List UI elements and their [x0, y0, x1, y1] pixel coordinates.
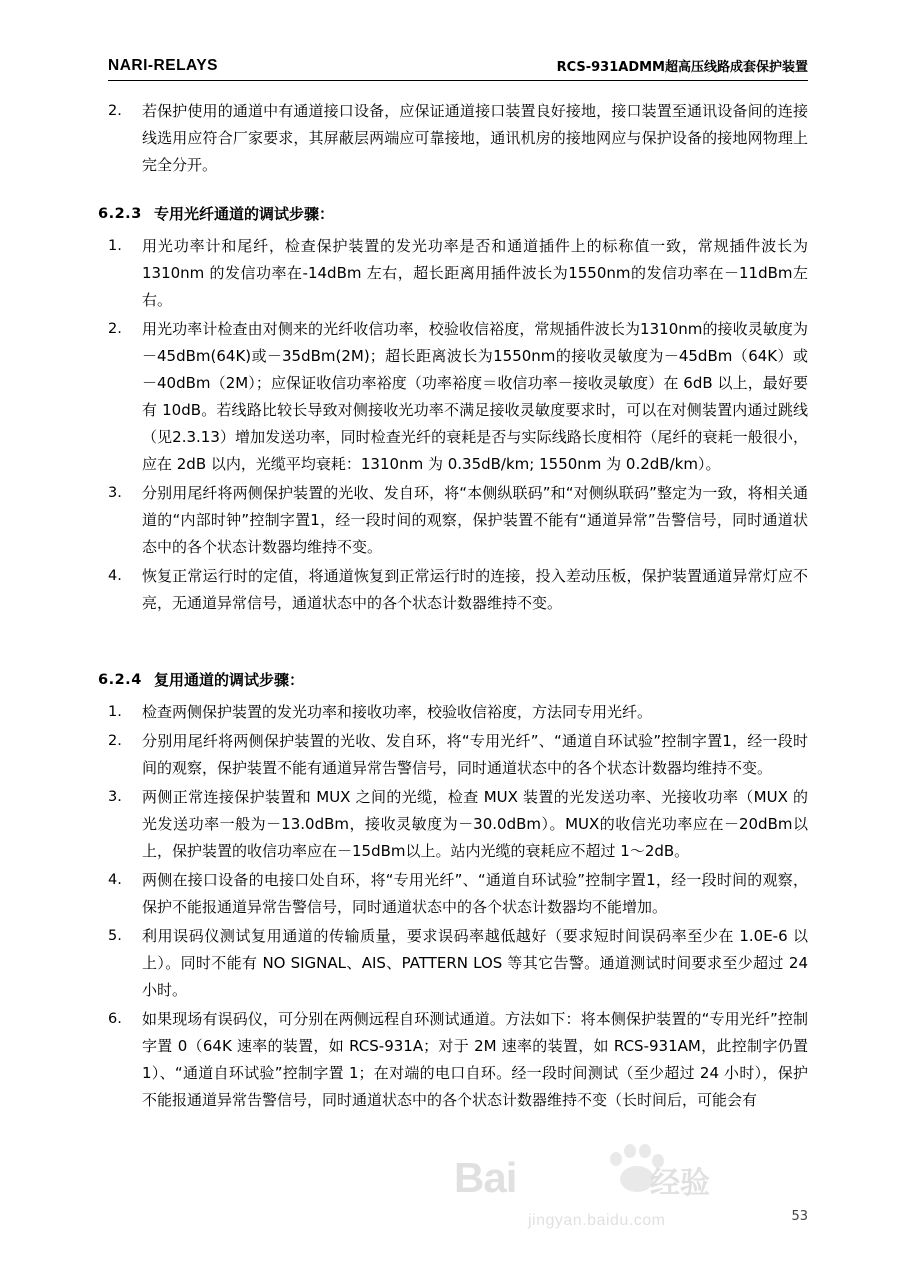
- section-list-623: [108, 233, 808, 617]
- list-marker: 3.: [108, 789, 122, 805]
- page-header: [108, 56, 808, 75]
- list-text: 若保护使用的通道中有通道接口设备，应保证通道接口装置良好接地，接口装置至通讯设备间的连接线选用应符合厂家要求，其屏蔽层两端应可靠接地，通讯机房的接地网应与保护设备的接地网物理上完全分开。: [142, 102, 808, 174]
- paw-icon: [604, 1140, 674, 1200]
- list-marker: 4.: [108, 872, 122, 888]
- list-text: 利用误码仪测试复用通道的传输质量，要求误码率越低越好（要求短时间误码率至少在 1.0E-6 以上）。同时不能有 NO SIGNAL、AIS、PATTERN LOS 等其它告警。通道测试时间要求至少超过 24 小时。: [142, 927, 808, 999]
- list-marker: 3.: [108, 485, 122, 501]
- watermark-url: jingyan.baidu.com: [528, 1212, 666, 1229]
- list-text: 用光功率计检查由对侧来的光纤收信功率，校验收信裕度，常规插件波长为1310nm的接收灵敏度为－45dBm(64K)或－35dBm(2M)；超长距离波长为1550nm的接收灵敏度为－45dBm（64K）或－40dBm（2M）；应保证收信功率裕度（功率裕度＝收信功率－接收灵敏度）在 6dB 以上，最好要有 10dB。若线路比较长导致对侧接收光功率不满足接收灵敏度要求时，可以在对侧装置内通过跳线（见2.3.13）增加发送功率，同时检查光纤的衰耗是否与实际线路长度相符（尾纤的衰耗一般很小，应在 2dB 以内，光缆平均衰耗：1310nm 为 0.35dB/km; 1550nm 为 0.2dB/km）。: [142, 320, 808, 473]
- list-marker: 1.: [108, 704, 122, 720]
- section-number: 6.2.3: [98, 206, 142, 222]
- list-item: [108, 98, 808, 179]
- list-text: 分别用尾纤将两侧保护装置的光收、发自环，将“专用光纤”、“通道自环试验”控制字置1，经一段时间的观察，保护装置不能有通道异常告警信号，同时通道状态中的各个状态计数器均维持不变。: [142, 732, 808, 777]
- section-spacer: [108, 619, 808, 645]
- list-item: [108, 784, 808, 865]
- list-text: 两侧正常连接保护装置和 MUX 之间的光缆，检查 MUX 装置的光发送功率、光接收功率（MUX 的光发送功率一般为－13.0dBm，接收灵敏度为－30.0dBm）。MUX的收信光功率应在－20dBm以上，保护装置的收信功率应在－15dBm以上。站内光缆的衰耗应不超过 1～2dB。: [142, 788, 808, 860]
- list-marker: 6.: [108, 1011, 122, 1027]
- list-marker: 2.: [108, 103, 122, 119]
- section-title: 专用光纤通道的调试步骤：: [154, 205, 335, 223]
- list-item: [108, 316, 808, 478]
- list-item: [108, 728, 808, 782]
- list-item: [108, 699, 808, 726]
- brand-name: NARI-RELAYS: [108, 57, 218, 74]
- section-number: 6.2.4: [98, 672, 142, 688]
- list-text: 恢复正常运行时的定值，将通道恢复到正常运行时的连接，投入差动压板，保护装置通道异常灯应不亮，无通道异常信号，通道状态中的各个状态计数器维持不变。: [142, 567, 808, 612]
- page-number: 53: [791, 1209, 808, 1224]
- watermark-brand: Bai: [454, 1154, 517, 1201]
- list-item: [108, 923, 808, 1004]
- list-marker: 2.: [108, 733, 122, 749]
- list-item: [108, 1006, 808, 1114]
- list-item: [108, 563, 808, 617]
- list-text: 用光功率计和尾纤，检查保护装置的发光功率是否和通道插件上的标称值一致，常规插件波长为 1310nm 的发信功率在-14dBm 左右，超长距离用插件波长为1550nm的发信功率在－11dBm左右。: [142, 237, 808, 309]
- list-marker: 1.: [108, 238, 122, 254]
- list-marker: 4.: [108, 568, 122, 584]
- list-text: 如果现场有误码仪，可分别在两侧远程自环测试通道。方法如下：将本侧保护装置的“专用光纤”控制字置 0（64K 速率的装置，如 RCS-931A；对于 2M 速率的装置，如 RCS-931AM，此控制字仍置1）、“通道自环试验”控制字置 1；在对端的电口自环。经一段时间测试（至少超过 24 小时），保护不能报通道异常告警信号，同时通道状态中的各个状态计数器维持不变（长时间后，可能会有: [142, 1010, 808, 1109]
- continued-list: [108, 98, 808, 179]
- baidu-watermark: [454, 1148, 754, 1240]
- header-divider: [108, 80, 808, 81]
- list-marker: 5.: [108, 928, 122, 944]
- list-text: 分别用尾纤将两侧保护装置的光收、发自环，将“本侧纵联码”和“对侧纵联码”整定为一致，将相关通道的“内部时钟”控制字置1，经一段时间的观察，保护装置不能有“通道异常”告警信号，同时通道状态中的各个状态计数器均维持不变。: [142, 484, 808, 556]
- section-title: 复用通道的调试步骤：: [154, 671, 305, 689]
- list-text: 两侧在接口设备的电接口处自环，将“专用光纤”、“通道自环试验”控制字置1，经一段时间的观察，保护不能报通道异常告警信号，同时通道状态中的各个状态计数器均不能增加。: [142, 871, 808, 916]
- list-item: [108, 480, 808, 561]
- list-item: [108, 867, 808, 921]
- watermark-brand-cn: 经验: [650, 1166, 710, 1201]
- page-content: [98, 96, 808, 1116]
- list-item: [108, 233, 808, 314]
- list-marker: 2.: [108, 321, 122, 337]
- section-heading: [98, 201, 808, 227]
- document-title: RCS-931ADMM超高压线路成套保护装置: [556, 60, 808, 75]
- section-heading: [98, 667, 808, 693]
- list-text: 检查两侧保护装置的发光功率和接收功率，校验收信裕度，方法同专用光纤。: [142, 703, 653, 721]
- section-list-624: [108, 699, 808, 1114]
